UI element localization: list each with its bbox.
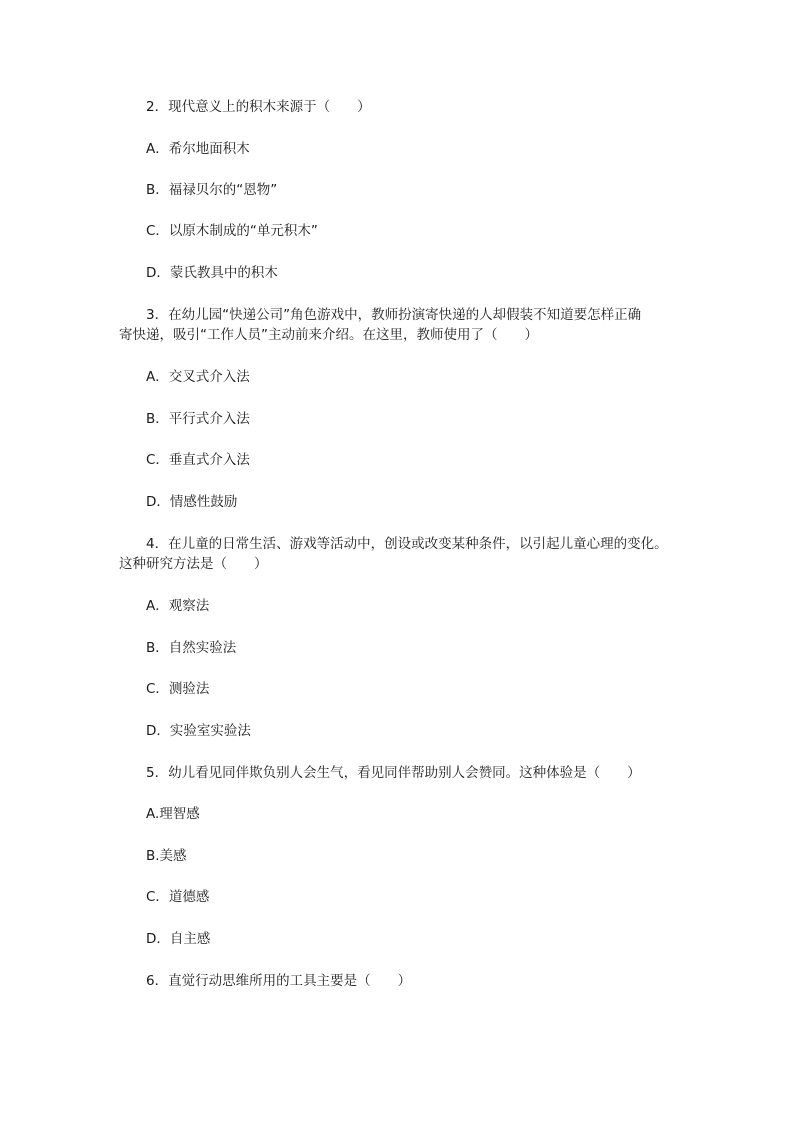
question-5-option-a: A.理智感 bbox=[146, 806, 200, 822]
question-3-stem-line2: 寄快递，吸引“工作人员”主动前来介绍。在这里，教师使用了（ ） bbox=[119, 327, 538, 343]
question-2-option-c: C．以原木制成的“单元积木” bbox=[146, 223, 318, 239]
question-2-option-b: B．福禄贝尔的“恩物” bbox=[146, 182, 278, 198]
question-2-stem: 2．现代意义上的积木来源于（ ） bbox=[146, 99, 371, 115]
question-4-option-c: C．测验法 bbox=[146, 681, 210, 697]
question-4-stem-line2: 这种研究方法是（ ） bbox=[119, 556, 268, 572]
question-4-stem-line1: 4．在儿童的日常生活、游戏等活动中，创设或改变某种条件，以引起儿童心理的变化。 bbox=[146, 536, 668, 552]
question-3-option-d: D．情感性鼓励 bbox=[146, 494, 238, 510]
question-3-option-b: B．平行式介入法 bbox=[146, 411, 250, 427]
question-4-option-b: B．自然实验法 bbox=[146, 640, 237, 656]
question-3-stem-line1: 3．在幼儿园“快递公司”角色游戏中，教师扮演寄快递的人却假装不知道要怎样正确 bbox=[146, 307, 642, 323]
question-2-option-d: D．蒙氏教具中的积木 bbox=[146, 265, 278, 281]
question-6-stem: 6．直觉行动思维所用的工具主要是（ ） bbox=[146, 973, 412, 989]
question-4-option-d: D．实验室实验法 bbox=[146, 723, 251, 739]
question-5-option-b: B.美感 bbox=[146, 848, 187, 864]
question-2-option-a: A．希尔地面积木 bbox=[146, 141, 250, 157]
question-5-option-c: C．道德感 bbox=[146, 889, 210, 905]
question-3-option-c: C．垂直式介入法 bbox=[146, 452, 250, 468]
question-5-stem: 5．幼儿看见同伴欺负别人会生气，看见同伴帮助别人会赞同。这种体验是（ ） bbox=[146, 765, 641, 781]
question-5-option-d: D．自主感 bbox=[146, 931, 211, 947]
question-3-option-a: A．交叉式介入法 bbox=[146, 369, 250, 385]
question-4-option-a: A．观察法 bbox=[146, 598, 210, 614]
